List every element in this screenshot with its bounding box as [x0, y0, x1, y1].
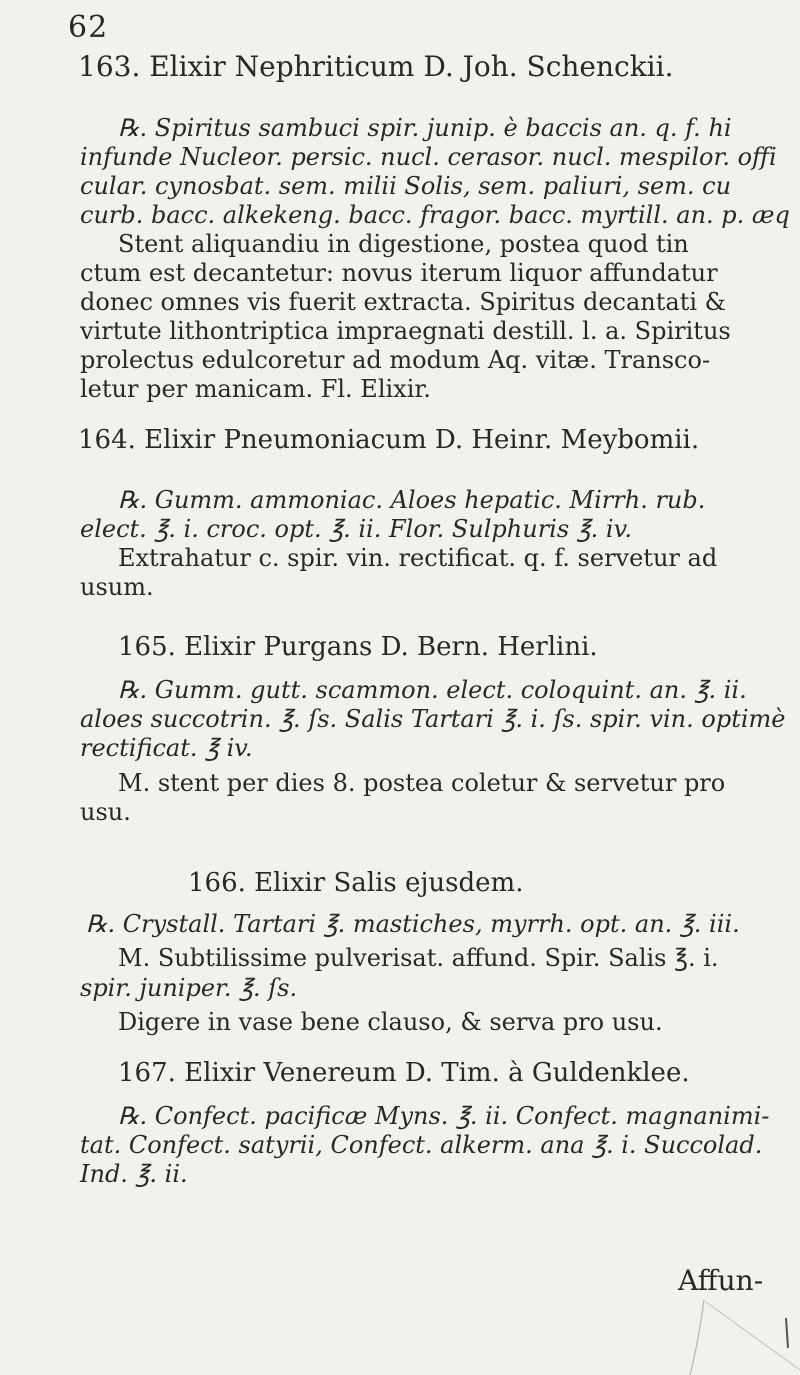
entry-heading-164: 164. Elixir Pneumoniacum D. Heinr. Meybomii.: [78, 425, 700, 455]
entry-heading-166: 166. Elixir Salis ejusdem.: [188, 868, 524, 898]
entry-166-line: ℞. Crystall. Tartari ℥. mastiches, myrrh. opt. an. ℥. iii.: [86, 910, 740, 938]
entry-163-line: letur per manicam. Fl. Elixir.: [80, 375, 431, 403]
entry-164-line: ℞. Gumm. ammoniac. Aloes hepatic. Mirrh. rub.: [118, 486, 706, 514]
page-edge-line: [706, 1302, 800, 1370]
entry-163-line: Stent aliquandiu in digestione, postea quod tin: [118, 230, 689, 258]
entry-166-line: spir. juniper. ℥. ſs.: [80, 974, 298, 1002]
page-number: 62: [68, 10, 109, 45]
entry-164-line: usum.: [80, 573, 154, 601]
entry-heading-167: 167. Elixir Venereum D. Tim. à Guldenklee.: [118, 1058, 690, 1088]
entry-165-line: usu.: [80, 798, 131, 826]
entry-165-line: aloes succotrin. ℥. ſs. Salis Tartari ℥. i. ſs. spir. vin. optimè: [80, 705, 786, 733]
entry-163-line: ℞. Spiritus sambuci spir. junip. è baccis an. q. f. hi: [118, 114, 732, 142]
entry-167-line: ℞. Confect. pacificæ Myns. ℥. ii. Confect. magnanimi-: [118, 1102, 770, 1130]
scan-artifact-mark: [786, 1318, 788, 1348]
entry-heading-163: 163. Elixir Nephriticum D. Joh. Schenckii.: [78, 50, 674, 83]
entry-166-line: Digere in vase bene clauso, & serva pro usu.: [118, 1008, 663, 1036]
entry-163-line: curb. bacc. alkekeng. bacc. fragor. bacc. myrtill. an. p. æq: [80, 201, 790, 229]
entry-163-line: prolectus edulcoretur ad modum Aq. vitæ. Transco-: [80, 346, 711, 374]
entry-heading-165: 165. Elixir Purgans D. Bern. Herlini.: [118, 632, 598, 662]
entry-163-line: donec omnes vis fuerit extracta. Spiritus decantati &: [80, 288, 727, 316]
entry-165-line: M. stent per dies 8. postea coletur & servetur pro: [118, 769, 726, 797]
page-crease-line: [690, 1300, 704, 1375]
entry-164-line: elect. ℥. i. croc. opt. ℥. ii. Flor. Sulphuris ℥. iv.: [80, 515, 632, 543]
entry-163-line: cular. cynosbat. sem. milii Solis, sem. paliuri, sem. cu: [80, 172, 732, 200]
entry-163-line: virtute lithontriptica impraegnati destill. l. a. Spiritus: [80, 317, 731, 345]
entry-164-line: Extrahatur c. spir. vin. rectificat. q. f. servetur ad: [118, 544, 718, 572]
entry-165-line: rectificat. ℥ iv.: [80, 734, 253, 762]
entry-163-line: infunde Nucleor. persic. nucl. cerasor. nucl. mespilor. offi: [80, 143, 777, 171]
entry-167-line: Ind. ℥. ii.: [80, 1160, 188, 1188]
entry-163-line: ctum est decantetur: novus iterum liquor affundatur: [80, 259, 718, 287]
entry-165-line: ℞. Gumm. gutt. scammon. elect. coloquint. an. ℥. ii.: [118, 676, 747, 704]
entry-166-line: M. Subtilissime pulverisat. affund. Spir. Salis ℥. i.: [118, 944, 719, 972]
entry-167-line: tat. Confect. satyrii, Confect. alkerm. ana ℥. i. Succolad.: [80, 1131, 763, 1159]
catchword: Affun-: [678, 1264, 764, 1297]
